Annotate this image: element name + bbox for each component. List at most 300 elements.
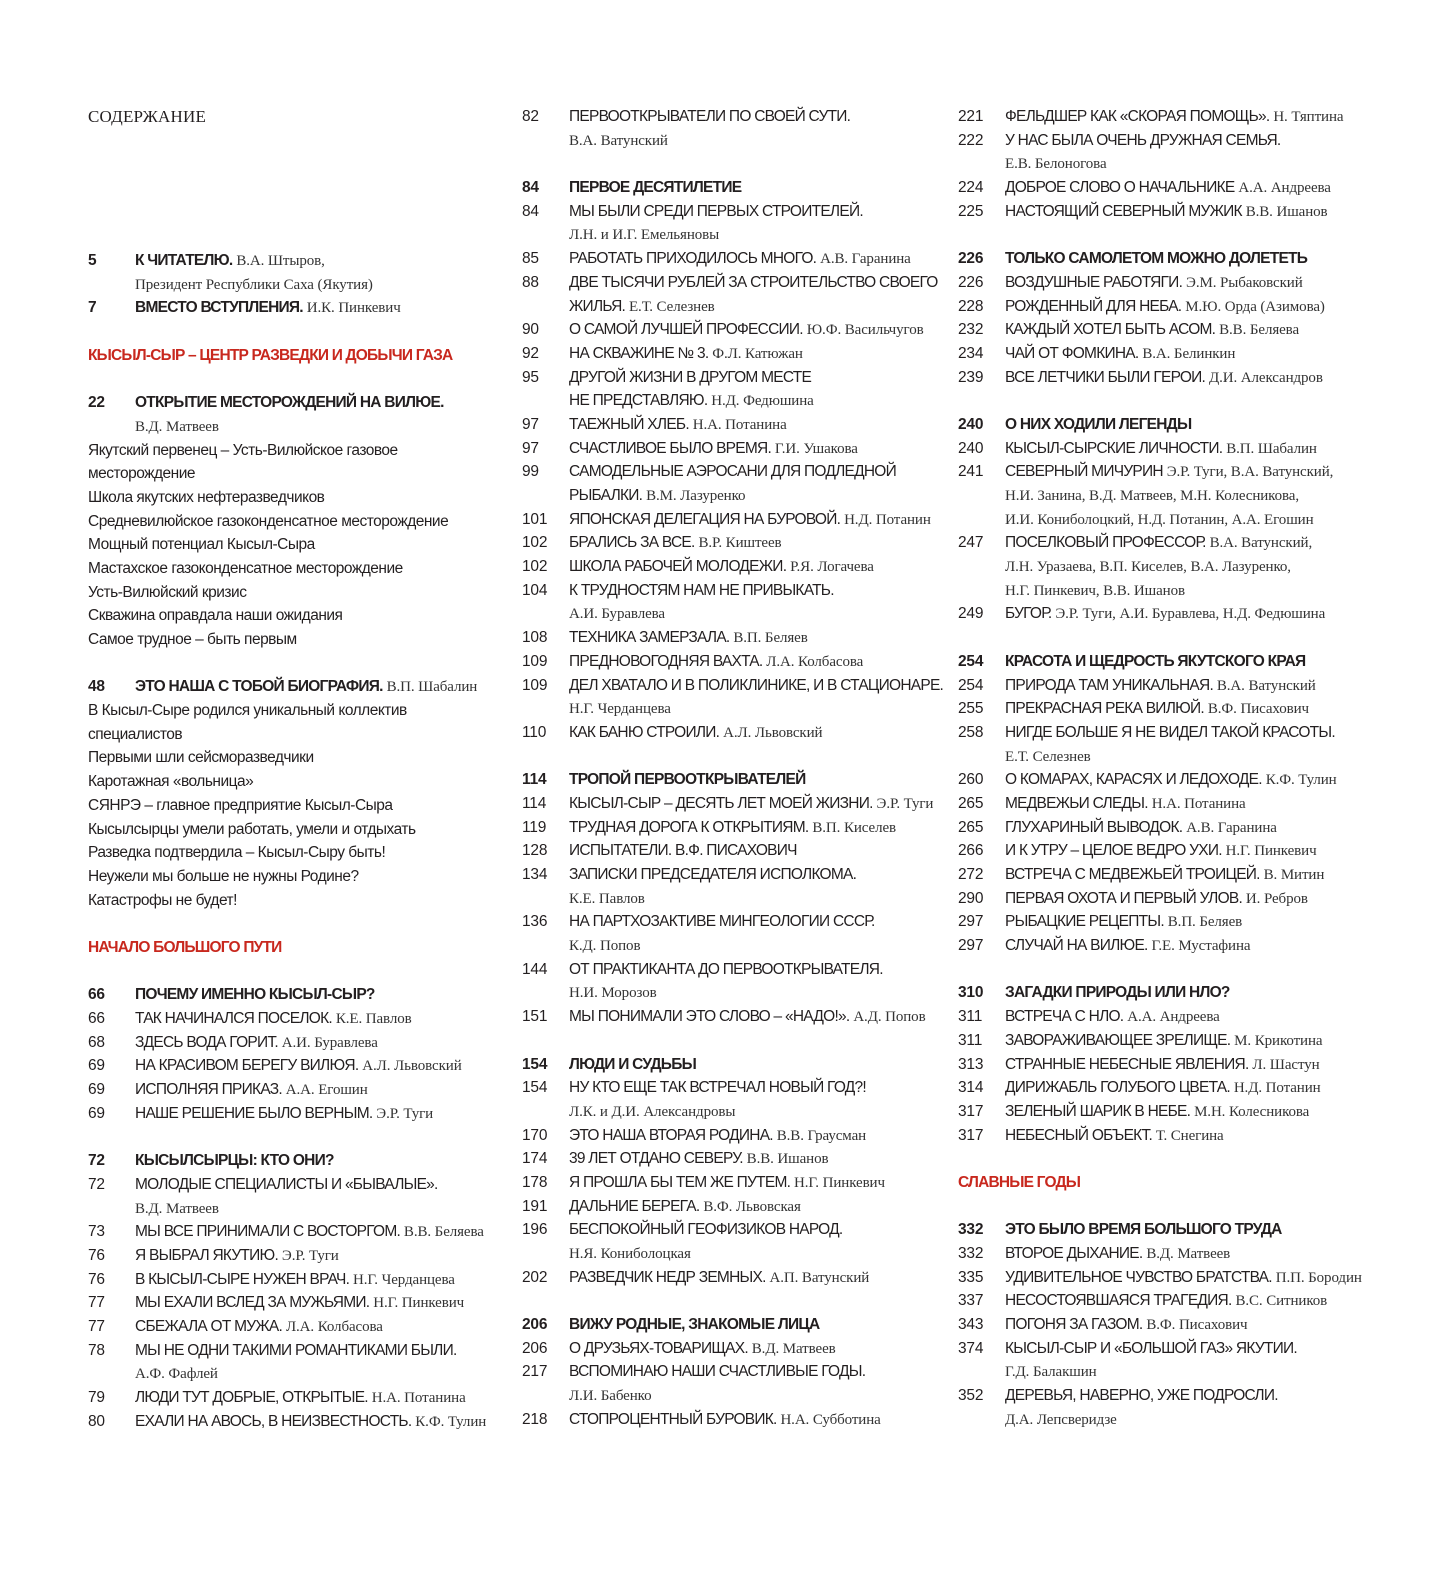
entry-title: СТРАННЫЕ НЕБЕСНЫЕ ЯВЛЕНИЯ. bbox=[1005, 1055, 1249, 1073]
entry-title: НУ КТО ЕЩЕ ТАК ВСТРЕЧАЛ НОВЫЙ ГОД?! bbox=[569, 1079, 866, 1097]
entry-author: В.С. Ситников bbox=[1235, 1293, 1328, 1310]
page-number: 95 bbox=[522, 368, 539, 386]
page-number: 66 bbox=[88, 986, 105, 1004]
entry-title: К ТРУДНОСТЯМ НАМ НЕ ПРИВЫКАТЬ. bbox=[569, 581, 834, 599]
entry-author: Л.Н. Уразаева, В.П. Киселев, В.А. Лазуренко, bbox=[1005, 559, 1291, 576]
page-number: 311 bbox=[958, 1008, 983, 1026]
page-number: 110 bbox=[522, 723, 547, 741]
entry-author: В.П. Шабалин bbox=[386, 679, 478, 696]
page-number: 240 bbox=[958, 415, 984, 433]
entry-title: О НИХ ХОДИЛИ ЛЕГЕНДЫ bbox=[1005, 415, 1192, 433]
page-number: 80 bbox=[88, 1412, 105, 1430]
entry-title: МЫ НЕ ОДНИ ТАКИМИ РОМАНТИКАМИ БЫЛИ. bbox=[135, 1341, 457, 1359]
entry-title: КЫСЫЛСЫРЦЫ: КТО ОНИ? bbox=[135, 1152, 334, 1170]
toc-entry bbox=[958, 1337, 1388, 1361]
toc-entry bbox=[958, 1076, 1388, 1100]
entry-author: Н.А. Субботина bbox=[780, 1411, 881, 1428]
entry-author: А.П. Ватунский bbox=[769, 1269, 870, 1286]
page-number: 69 bbox=[88, 1081, 105, 1099]
toc-group bbox=[958, 1218, 1388, 1431]
toc-entry bbox=[88, 486, 518, 510]
entry-title: СБЕЖАЛА ОТ МУЖА. bbox=[135, 1317, 283, 1335]
entry-author: Л.А. Колбасова bbox=[766, 653, 864, 670]
entry-title: ДЕРЕВЬЯ, НАВЕРНО, УЖЕ ПОДРОСЛИ. bbox=[1005, 1387, 1278, 1405]
toc-entry bbox=[522, 1360, 952, 1384]
chapter-heading bbox=[958, 1218, 1388, 1242]
entry-title: ЭТО НАША С ТОБОЙ БИОГРАФИЯ. bbox=[135, 678, 383, 696]
page-number: 82 bbox=[522, 108, 539, 125]
page-number: 73 bbox=[88, 1223, 105, 1241]
page-number: 266 bbox=[958, 842, 984, 860]
entry-author: Л.А. Колбасова bbox=[285, 1318, 383, 1335]
toc-entry bbox=[522, 413, 952, 437]
toc-entry bbox=[958, 887, 1388, 911]
page-number: 69 bbox=[88, 1104, 105, 1122]
entry-title: ДОБРОЕ СЛОВО О НАЧАЛЬНИКЕ bbox=[1005, 179, 1235, 197]
toc-entry bbox=[88, 1173, 518, 1197]
page-number: 311 bbox=[958, 1031, 983, 1049]
toc-entry bbox=[522, 650, 952, 674]
toc-group bbox=[88, 249, 518, 320]
toc-entry bbox=[522, 1195, 952, 1219]
entry-author: Н.И. Занина, В.Д. Матвеев, М.Н. Колесникова, bbox=[1005, 488, 1299, 504]
entry-author: Э.М. Рыбаковский bbox=[1186, 274, 1303, 291]
toc-entry bbox=[958, 1360, 1388, 1384]
entry-author: Д.И. Александров bbox=[1208, 369, 1323, 386]
toc-entry bbox=[958, 745, 1388, 769]
page-number: 265 bbox=[958, 794, 984, 812]
entry-author: В.Д. Матвеев bbox=[751, 1340, 836, 1357]
toc-entry bbox=[88, 1291, 518, 1315]
toc-entry bbox=[958, 792, 1388, 816]
subsection-title: Катастрофы не будет! bbox=[88, 891, 237, 909]
page-number: 249 bbox=[958, 605, 984, 623]
entry-title: ДАЛЬНИЕ БЕРЕГА. bbox=[569, 1197, 700, 1215]
entry-title: РОЖДЕННЫЙ ДЛЯ НЕБА. bbox=[1005, 297, 1182, 315]
entry-title: ЗДЕСЬ ВОДА ГОРИТ. bbox=[135, 1033, 278, 1051]
page-number: 76 bbox=[88, 1270, 105, 1288]
subsection-title: Средневилюйское газоконденсатное месторождение bbox=[88, 512, 449, 530]
entry-author: М.Н. Колесникова bbox=[1194, 1103, 1310, 1120]
toc-entry bbox=[522, 602, 952, 626]
entry-title: ТОЛЬКО САМОЛЕТОМ МОЖНО ДОЛЕТЕТЬ bbox=[1005, 250, 1308, 268]
page-number: 7 bbox=[88, 299, 97, 317]
entry-title: ВМЕСТО ВСТУПЛЕНИЯ. bbox=[135, 299, 303, 317]
entry-author: В.Д. Матвеев bbox=[1146, 1246, 1231, 1262]
toc-entry bbox=[522, 887, 952, 911]
entry-author: А.Ф. Фафлей bbox=[135, 1366, 218, 1383]
entry-author: Н.Г. Пинкевич, В.В. Ишанов bbox=[1005, 582, 1185, 599]
page-number: 314 bbox=[958, 1079, 984, 1097]
toc-group bbox=[522, 768, 952, 1029]
page-number: 310 bbox=[958, 984, 984, 1002]
page-number: 218 bbox=[522, 1410, 548, 1428]
toc-entry bbox=[522, 981, 952, 1005]
entry-title: Я ПРОШЛА БЫ ТЕМ ЖЕ ПУТЕМ. bbox=[569, 1173, 791, 1191]
entry-author: К.Ф. Тулин bbox=[1265, 772, 1337, 789]
page-number: 151 bbox=[522, 1008, 548, 1026]
page-number: 317 bbox=[958, 1102, 984, 1120]
page-number: 206 bbox=[522, 1339, 548, 1357]
toc-entry bbox=[958, 863, 1388, 887]
subsection-title: Неужели мы больше не нужны Родине? bbox=[88, 867, 359, 885]
toc-entry bbox=[88, 794, 518, 818]
entry-title: МЫ БЫЛИ СРЕДИ ПЕРВЫХ СТРОИТЕЛЕЙ. bbox=[569, 202, 863, 220]
entry-title: НАСТОЯЩИЙ СЕВЕРНЫЙ МУЖИК bbox=[1005, 202, 1242, 220]
page-number: 337 bbox=[958, 1292, 984, 1310]
toc-entry bbox=[88, 439, 518, 463]
section-heading bbox=[88, 936, 518, 960]
page-number: 374 bbox=[958, 1339, 984, 1357]
toc-entry bbox=[88, 1078, 518, 1102]
page-number: 77 bbox=[88, 1317, 105, 1335]
entry-author: А.И. Буравлева bbox=[281, 1034, 378, 1051]
toc-entry bbox=[958, 271, 1388, 295]
entry-author: Н.Д. Потанин bbox=[1233, 1080, 1321, 1097]
entry-title: РАЗВЕДЧИК НЕДР ЗЕМНЫХ. bbox=[569, 1268, 766, 1286]
toc-entry bbox=[958, 934, 1388, 958]
toc-entry bbox=[522, 1124, 952, 1148]
entry-title: ЧАЙ ОТ ФОМКИНА. bbox=[1005, 344, 1139, 362]
entry-title: КЫСЫЛ-СЫР И «БОЛЬШОЙ ГАЗ» ЯКУТИИ. bbox=[1005, 1339, 1297, 1357]
toc-entry bbox=[522, 674, 952, 698]
section-title: КЫСЫЛ-СЫР – ЦЕНТР РАЗВЕДКИ И ДОБЫЧИ ГАЗА bbox=[88, 346, 453, 364]
toc-entry bbox=[88, 510, 518, 534]
entry-title: В КЫСЫЛ-СЫРЕ НУЖЕН ВРАЧ. bbox=[135, 1270, 350, 1288]
toc-entry bbox=[88, 415, 518, 439]
entry-author: Г.Д. Балакшин bbox=[1005, 1364, 1097, 1381]
page-number: 77 bbox=[88, 1294, 105, 1312]
entry-author: Н.И. Морозов bbox=[569, 985, 657, 1002]
entry-title: ЯПОНСКАЯ ДЕЛЕГАЦИЯ НА БУРОВОЙ. bbox=[569, 510, 841, 528]
toc-entry bbox=[958, 602, 1388, 626]
subsection-title: Усть-Вилюйский кризис bbox=[88, 583, 247, 601]
subsection-title: Скважина оправдала наши ожидания bbox=[88, 607, 343, 625]
toc-entry bbox=[522, 389, 952, 413]
page-number: 225 bbox=[958, 202, 984, 220]
toc-entry bbox=[522, 1171, 952, 1195]
subsection-title: Школа якутских нефтеразведчиков bbox=[88, 488, 325, 506]
entry-title: ДЕЛ ХВАТАЛО И В ПОЛИКЛИНИКЕ, И В СТАЦИОНАРЕ. bbox=[569, 676, 944, 694]
page-number: 88 bbox=[522, 273, 539, 291]
subsection-title: Каротажная «вольница» bbox=[88, 773, 254, 791]
page-number: 313 bbox=[958, 1055, 984, 1073]
entry-author: Н.Г. Пинкевич bbox=[1225, 843, 1317, 860]
entry-title: НЕ ПРЕДСТАВЛЯЮ. bbox=[569, 392, 708, 410]
page-number: 297 bbox=[958, 937, 984, 955]
toc-entry bbox=[958, 366, 1388, 390]
entry-title: САМОДЕЛЬНЫЕ АЭРОСАНИ ДЛЯ ПОДЛЕДНОЙ bbox=[569, 463, 897, 481]
toc-entry bbox=[88, 1386, 518, 1410]
page-number: 48 bbox=[88, 678, 105, 696]
entry-title: БРАЛИСЬ ЗА ВСЕ. bbox=[569, 534, 695, 552]
entry-title: ПРЕКРАСНАЯ РЕКА ВИЛЮЙ. bbox=[1005, 700, 1204, 718]
entry-title: НА СКВАЖИНЕ № 3. bbox=[569, 344, 709, 362]
toc-group bbox=[88, 391, 518, 652]
page-number: 92 bbox=[522, 344, 539, 362]
toc-entry bbox=[958, 674, 1388, 698]
entry-title: МЫ ВСЕ ПРИНИМАЛИ С ВОСТОРГОМ. bbox=[135, 1223, 401, 1241]
page-number: 265 bbox=[958, 818, 984, 836]
toc-entry bbox=[958, 697, 1388, 721]
entry-title: О КОМАРАХ, КАРАСЯХ И ЛЕДОХОДЕ. bbox=[1005, 771, 1262, 789]
toc-entry bbox=[522, 626, 952, 650]
page-number: 226 bbox=[958, 273, 984, 291]
toc-entry bbox=[522, 247, 952, 271]
toc-entry bbox=[958, 200, 1388, 224]
entry-author: А.А. Андреева bbox=[1238, 180, 1331, 197]
toc-group bbox=[88, 936, 518, 960]
toc-entry bbox=[88, 1244, 518, 1268]
section-heading bbox=[88, 344, 518, 368]
toc-entry bbox=[958, 1289, 1388, 1313]
subsection-title: Первыми шли сейсморазведчики bbox=[88, 749, 314, 767]
entry-title: ИСПЫТАТЕЛИ. В.Ф. ПИСАХОВИЧ bbox=[569, 842, 797, 860]
page-number: 232 bbox=[958, 321, 984, 339]
toc-entry bbox=[522, 105, 952, 129]
toc-entry bbox=[958, 579, 1388, 603]
toc-entry bbox=[88, 273, 518, 297]
entry-title: НАШЕ РЕШЕНИЕ БЫЛО ВЕРНЫМ. bbox=[135, 1104, 373, 1122]
entry-title: ИСПОЛНЯЯ ПРИКАЗ. bbox=[135, 1081, 282, 1099]
toc-entry bbox=[88, 1054, 518, 1078]
toc-entry bbox=[88, 1315, 518, 1339]
toc-entry bbox=[88, 818, 518, 842]
entry-author: В.Д. Матвеев bbox=[135, 1200, 219, 1217]
entry-title: ЗАГАДКИ ПРИРОДЫ ИЛИ НЛО? bbox=[1005, 984, 1230, 1002]
entry-title: КАК БАНЮ СТРОИЛИ. bbox=[569, 723, 720, 741]
page-number: 202 bbox=[522, 1268, 548, 1286]
toc-entry bbox=[88, 1007, 518, 1031]
page-number: 90 bbox=[522, 321, 539, 339]
entry-title: НИГДЕ БОЛЬШЕ Я НЕ ВИДЕЛ ТАКОЙ КРАСОТЫ. bbox=[1005, 723, 1335, 741]
chapter-heading bbox=[522, 176, 952, 200]
toc-title: СОДЕРЖАНИЕ bbox=[88, 107, 207, 126]
entry-title: КЫСЫЛ-СЫРСКИЕ ЛИЧНОСТИ. bbox=[1005, 439, 1223, 457]
page-number: 206 bbox=[522, 1316, 548, 1334]
entry-title: ПОГОНЯ ЗА ГАЗОМ. bbox=[1005, 1316, 1143, 1334]
toc-entry bbox=[88, 1102, 518, 1126]
toc-entry bbox=[522, 958, 952, 982]
entry-title: НЕБЕСНЫЙ ОБЪЕКТ. bbox=[1005, 1126, 1153, 1144]
entry-title: ЛЮДИ ТУТ ДОБРЫЕ, ОТКРЫТЫЕ. bbox=[135, 1389, 368, 1406]
page-number: 174 bbox=[522, 1150, 548, 1168]
toc-entry bbox=[958, 1124, 1388, 1148]
page-number: 241 bbox=[958, 463, 984, 481]
entry-title: УДИВИТЕЛЬНОЕ ЧУВСТВО БРАТСТВА. bbox=[1005, 1268, 1272, 1286]
entry-title: ВСПОМИНАЮ НАШИ СЧАСТЛИВЫЕ ГОДЫ. bbox=[569, 1363, 866, 1381]
toc-entry bbox=[522, 129, 952, 153]
toc-entry bbox=[88, 1197, 518, 1221]
toc-entry bbox=[88, 1410, 518, 1434]
entry-author: Н.Г. Пинкевич bbox=[794, 1174, 885, 1191]
entry-author: В.В. Ишанов bbox=[746, 1151, 829, 1168]
page-number: 22 bbox=[88, 394, 105, 412]
subsection-title: Кысылсырцы умели работать, умели и отдыхать bbox=[88, 820, 416, 838]
entry-title: ДИРИЖАБЛЬ ГОЛУБОГО ЦВЕТА. bbox=[1005, 1079, 1230, 1097]
toc-entry bbox=[522, 1242, 952, 1266]
toc-entry bbox=[88, 699, 518, 723]
entry-author: Н.Г. Пинкевич bbox=[373, 1295, 465, 1312]
chapter-heading bbox=[958, 413, 1388, 437]
entry-author: М. Крикотина bbox=[1234, 1032, 1323, 1049]
subsection-title: СЯНРЭ – главное предприятие Кысыл-Сыра bbox=[88, 796, 393, 814]
entry-author: К.Ф. Тулин bbox=[415, 1413, 487, 1430]
entry-author: Н.А. Потанина bbox=[692, 416, 787, 433]
entry-author: Н.А. Потанина bbox=[371, 1390, 466, 1406]
section-title: СЛАВНЫЕ ГОДЫ bbox=[958, 1173, 1081, 1191]
entry-author: Н.А. Потанина bbox=[1151, 795, 1246, 812]
toc-entry bbox=[522, 697, 952, 721]
entry-author: Э.Р. Туги bbox=[876, 795, 934, 812]
page-number: 332 bbox=[958, 1245, 984, 1262]
entry-title: БЕСПОКОЙНЫЙ ГЕОФИЗИКОВ НАРОД. bbox=[569, 1221, 843, 1239]
page-number: 240 bbox=[958, 439, 984, 457]
entry-author: А.В. Гаранина bbox=[1186, 819, 1277, 836]
toc-entry bbox=[522, 295, 952, 319]
toc-entry bbox=[958, 555, 1388, 579]
subsection-title: месторождение bbox=[88, 465, 196, 483]
chapter-heading bbox=[958, 981, 1388, 1005]
entry-title: О САМОЙ ЛУЧШЕЙ ПРОФЕССИИ. bbox=[569, 321, 803, 339]
toc-entry bbox=[958, 1053, 1388, 1077]
toc-entry bbox=[522, 484, 952, 508]
toc-entry bbox=[88, 770, 518, 794]
toc-entry bbox=[88, 1268, 518, 1292]
entry-title: ТРОПОЙ ПЕРВООТКРЫВАТЕЛЕЙ bbox=[569, 771, 806, 789]
toc-entry bbox=[958, 342, 1388, 366]
entry-title: ЖИЛЬЯ. bbox=[569, 297, 626, 315]
toc-entry bbox=[958, 910, 1388, 934]
toc-entry bbox=[522, 555, 952, 579]
toc-entry bbox=[88, 557, 518, 581]
chapter-heading bbox=[88, 391, 518, 415]
toc-entry bbox=[522, 1076, 952, 1100]
page-number: 109 bbox=[522, 652, 548, 670]
chapter-heading bbox=[88, 296, 518, 320]
entry-author: В.А. Ватунский bbox=[1216, 677, 1316, 694]
toc-group bbox=[958, 1171, 1388, 1195]
page-number: 114 bbox=[522, 794, 547, 812]
page-number: 224 bbox=[958, 179, 984, 197]
toc-group bbox=[958, 413, 1388, 626]
entry-author: В.М. Лазуренко bbox=[646, 488, 746, 504]
entry-author: Л.Н. и И.Г. Емельяновы bbox=[569, 227, 720, 244]
toc-entry bbox=[522, 863, 952, 887]
chapter-heading bbox=[88, 1149, 518, 1173]
page-number: 317 bbox=[958, 1126, 984, 1144]
page-number: 101 bbox=[522, 510, 548, 528]
toc-entry bbox=[88, 1362, 518, 1386]
entry-author: И. Ребров bbox=[1245, 890, 1308, 907]
toc-entry bbox=[958, 295, 1388, 319]
toc-entry bbox=[88, 533, 518, 557]
toc-entry bbox=[958, 1100, 1388, 1124]
entry-author: В.Ф. Львовская bbox=[703, 1198, 801, 1215]
toc-entry bbox=[88, 1031, 518, 1055]
entry-title: ПЕРВАЯ ОХОТА И ПЕРВЫЙ УЛОВ. bbox=[1005, 889, 1243, 907]
toc-entry bbox=[88, 1339, 518, 1363]
entry-title: БУГОР. bbox=[1005, 605, 1052, 623]
entry-title: СЕВЕРНЫЙ МИЧУРИН bbox=[1005, 463, 1163, 481]
page-number: 69 bbox=[88, 1057, 105, 1075]
page-number: 76 bbox=[88, 1246, 105, 1264]
entry-title: МЫ ЕХАЛИ ВСЛЕД ЗА МУЖЬЯМИ. bbox=[135, 1294, 370, 1312]
entry-title: Я ВЫБРАЛ ЯКУТИЮ. bbox=[135, 1246, 279, 1264]
entry-author: В. Митин bbox=[1263, 867, 1325, 883]
toc-column-1 bbox=[88, 105, 518, 1457]
entry-author: В.Ф. Писахович bbox=[1146, 1317, 1248, 1334]
toc-group bbox=[88, 983, 518, 1125]
entry-title: ДВЕ ТЫСЯЧИ РУБЛЕЙ ЗА СТРОИТЕЛЬСТВО СВОЕГО bbox=[569, 273, 938, 291]
toc-entry bbox=[522, 366, 952, 390]
page-number: 102 bbox=[522, 534, 548, 552]
entry-title: ПЕРВОЕ ДЕСЯТИЛЕТИЕ bbox=[569, 179, 742, 197]
entry-author: В.В. Беляева bbox=[1219, 322, 1300, 339]
chapter-heading bbox=[88, 983, 518, 1007]
page-number: 78 bbox=[88, 1341, 105, 1359]
toc-entry bbox=[958, 508, 1388, 532]
page-number: 254 bbox=[958, 652, 984, 670]
page-number: 254 bbox=[958, 676, 984, 694]
entry-author: В.Д. Матвеев bbox=[135, 418, 219, 435]
toc-entry bbox=[522, 1408, 952, 1432]
page-number: 228 bbox=[958, 297, 984, 315]
entry-title: СЧАСТЛИВОЕ БЫЛО ВРЕМЯ. bbox=[569, 439, 772, 457]
page-number: 114 bbox=[522, 771, 547, 789]
entry-title: НЕСОСТОЯВШАЯСЯ ТРАГЕДИЯ. bbox=[1005, 1292, 1232, 1310]
entry-author: М.Ю. Орда (Азимова) bbox=[1185, 298, 1325, 315]
entry-author: В.П. Беляев bbox=[733, 630, 808, 647]
toc-entry bbox=[958, 768, 1388, 792]
chapter-heading bbox=[958, 650, 1388, 674]
entry-author: Г.И. Ушакова bbox=[774, 440, 858, 457]
toc-entry bbox=[522, 437, 952, 461]
page-number: 109 bbox=[522, 676, 548, 694]
chapter-heading bbox=[522, 1313, 952, 1337]
entry-author: А.Д. Попов bbox=[853, 1009, 926, 1026]
entry-title: ПОЧЕМУ ИМЕННО КЫСЫЛ-СЫР? bbox=[135, 986, 375, 1004]
toc-group bbox=[958, 650, 1388, 958]
entry-author: К.Д. Попов bbox=[569, 938, 641, 955]
toc-entry bbox=[522, 579, 952, 603]
toc-entry bbox=[522, 1005, 952, 1029]
page-number: 104 bbox=[522, 581, 548, 599]
page-number: 128 bbox=[522, 842, 548, 860]
entry-title: ШКОЛА РАБОЧЕЙ МОЛОДЕЖИ. bbox=[569, 558, 787, 576]
entry-author: К.Е. Павлов bbox=[569, 890, 645, 907]
entry-author: Э.Р. Туги bbox=[376, 1105, 434, 1122]
toc-entry bbox=[522, 1100, 952, 1124]
toc-group bbox=[958, 981, 1388, 1147]
entry-title: ВИЖУ РОДНЫЕ, ЗНАКОМЫЕ ЛИЦА bbox=[569, 1316, 820, 1334]
entry-title: КАЖДЫЙ ХОТЕЛ БЫТЬ АСОМ. bbox=[1005, 321, 1216, 339]
toc-entry bbox=[522, 342, 952, 366]
page-number: 134 bbox=[522, 866, 548, 883]
entry-title: У НАС БЫЛА ОЧЕНЬ ДРУЖНАЯ СЕМЬЯ. bbox=[1005, 131, 1281, 149]
page-number: 234 bbox=[958, 344, 984, 362]
toc-entry bbox=[88, 889, 518, 913]
toc-entry bbox=[522, 460, 952, 484]
toc-group bbox=[88, 344, 518, 368]
entry-author: Н.Д. Федюшина bbox=[711, 393, 814, 410]
page-number: 217 bbox=[522, 1363, 548, 1381]
entry-title: ПРЕДНОВОГОДНЯЯ ВАХТА. bbox=[569, 652, 763, 670]
page-number: 196 bbox=[522, 1221, 548, 1239]
toc-entry bbox=[522, 816, 952, 840]
entry-title: РЫБАЦКИЕ РЕЦЕПТЫ. bbox=[1005, 913, 1164, 931]
toc-entry bbox=[522, 200, 952, 224]
